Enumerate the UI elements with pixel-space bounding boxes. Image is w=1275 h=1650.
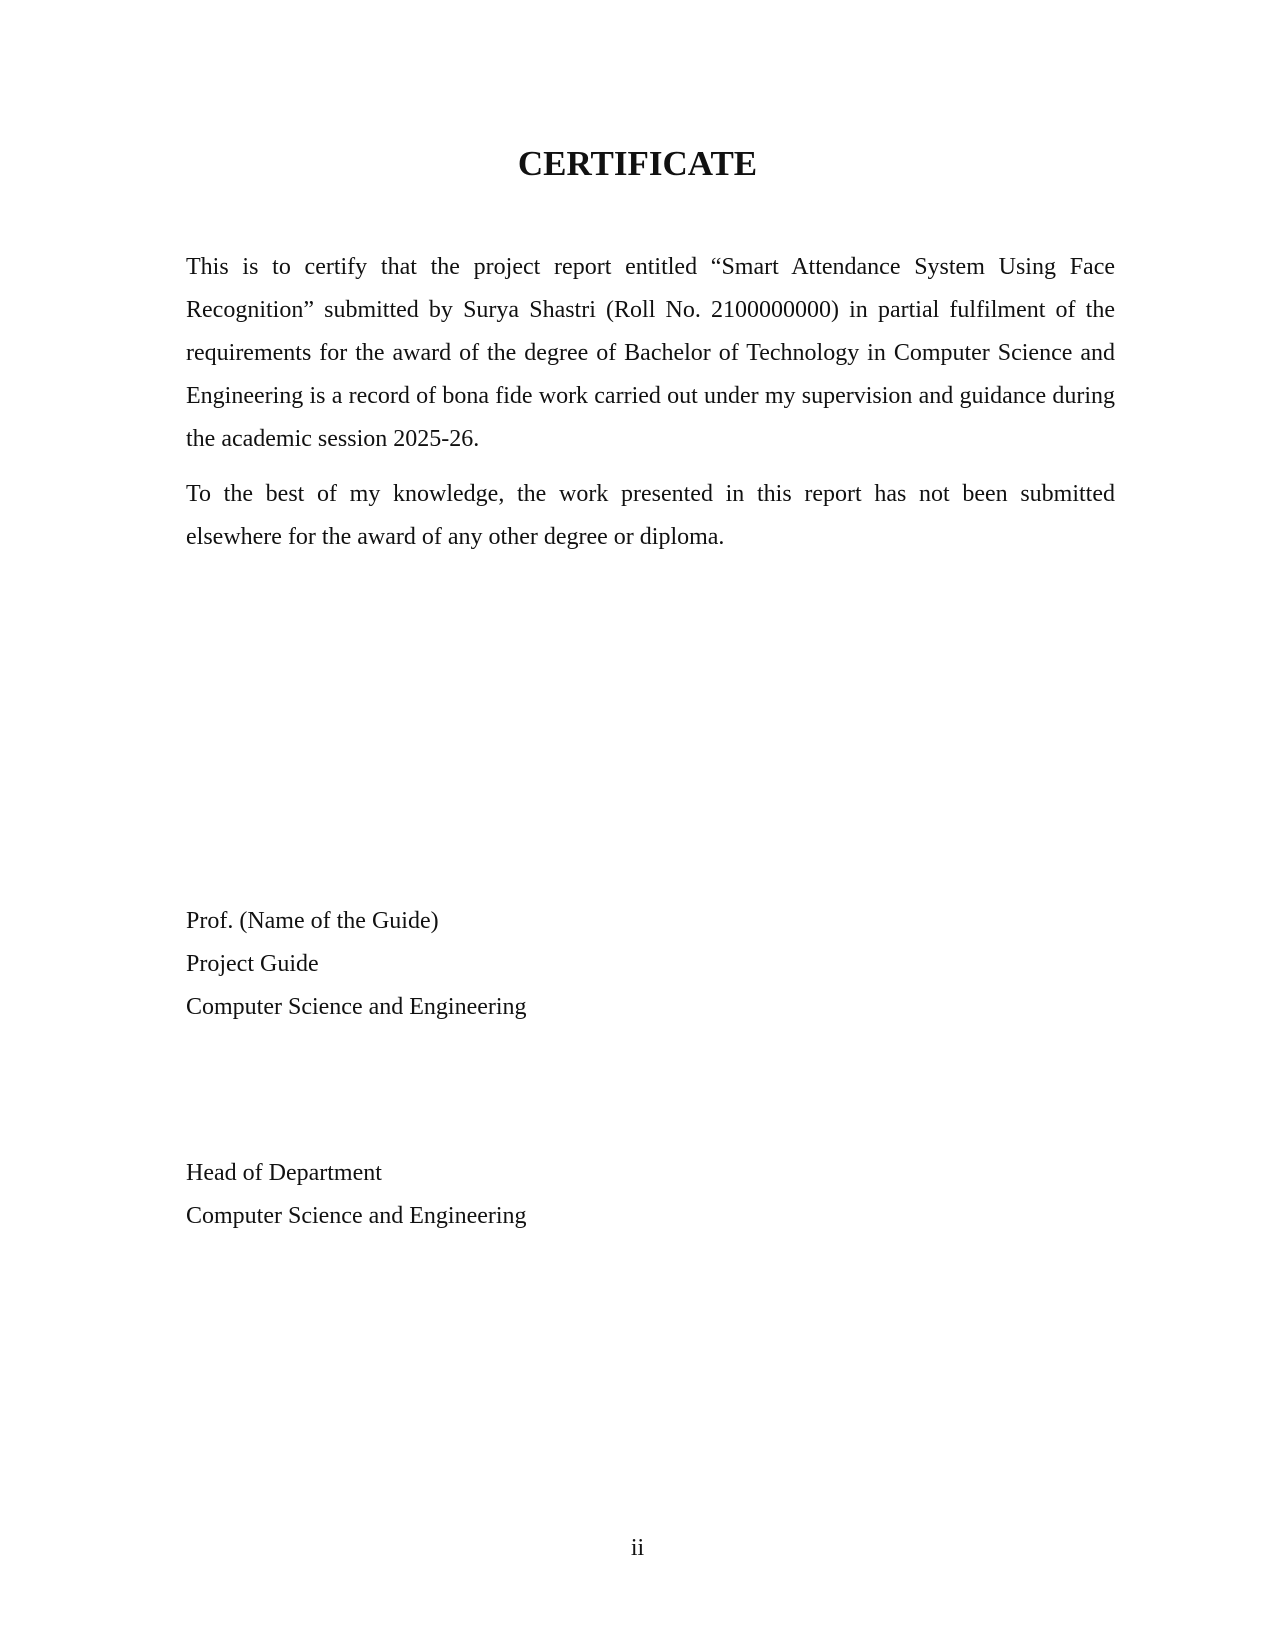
guide-department: Computer Science and Engineering [186, 994, 527, 1020]
certificate-body [186, 246, 1115, 571]
page-number: ii [630, 1535, 645, 1561]
guide-signature-block [186, 900, 527, 1029]
certification-paragraph: This is to certify that the project report entitled “Smart Attendance System Using Face Recognition” submitted by Surya Shastri (Roll No. 2100000000) in partial fulfilment of the requirements for the award of the degree of Bachelor of Technology in Computer Science and Engineering is a record of bona fide work carried out under my supervision and guidance during the academic session 2025-26. [186, 254, 1115, 452]
hod-department: Computer Science and Engineering [186, 1203, 527, 1229]
hod-signature-block [186, 1152, 527, 1238]
hod-role: Head of Department [186, 1160, 382, 1186]
guide-name: Prof. (Name of the Guide) [186, 908, 439, 934]
page-title: CERTIFICATE [517, 144, 758, 183]
declaration-paragraph: To the best of my knowledge, the work presented in this report has not been submitted elsewhere for the award of any other degree or diploma. [186, 481, 1115, 550]
guide-role: Project Guide [186, 951, 319, 977]
